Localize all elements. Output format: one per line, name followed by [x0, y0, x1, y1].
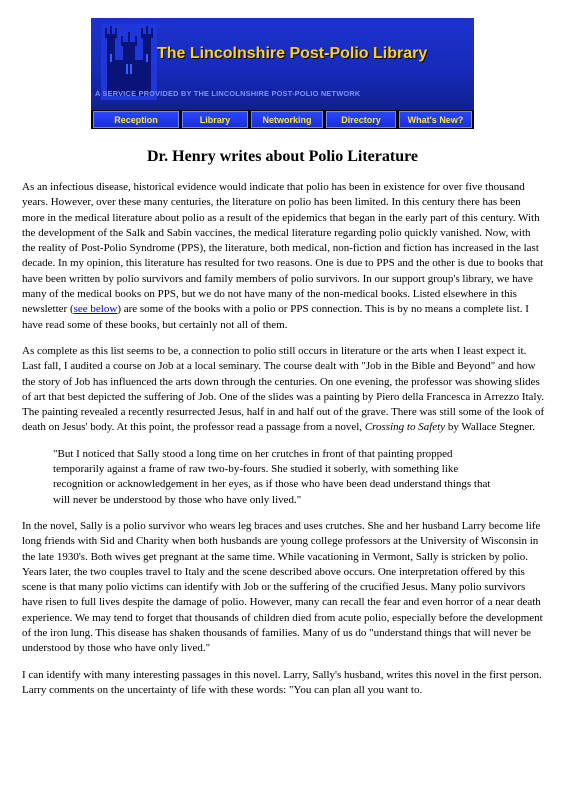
banner-title: The Lincolnshire Post-Polio Library	[157, 45, 428, 62]
paragraph-4: I can identify with many interesting passages in this novel. Larry, Sally's husband, writes this novel in the first person. Larry comments on the uncertainty of life with these words: "You can plan all you want to.	[22, 668, 542, 696]
paragraph-2-text-a: As complete as this list seems to be, a connection to polio still occurs in literature or the arts when I least expect it. Last fall, I audited a course on Job at a local seminary. The course dealt with "Job in the Bible and Beyond" and how the story of Job has influenced the arts down through the centuries. On one evening, the professor was showing slides of art that best depicted the suffering of Job. One of the slides was a painting by Piero della Francesca in Arrezzo Italy. The painting revealed a recently resurrected Jesus, half in and half out of the grave. There was still some of the look of death on Jesus' body. At this point, the professor read a passage from a novel,	[22, 344, 545, 434]
paragraph-1-text-b: ) are some of the books with a polio or PPS connection. This is by no means a complete list. I have read some of these books, but certainly not all of them.	[22, 303, 529, 331]
paragraph-2-text-b: by Wallace Stegner.	[445, 421, 536, 434]
paragraph-1	[22, 180, 545, 333]
article-title: Dr. Henry writes about Polio Literature	[146, 148, 419, 165]
article-body	[22, 180, 545, 709]
banner-subtitle: A SERVICE PROVIDED BY THE LINCOLNSHIRE POST-POLIO NETWORK	[95, 89, 361, 98]
nav-reception[interactable]: Reception	[93, 111, 179, 128]
paragraph-2	[22, 344, 545, 436]
main-nav	[91, 110, 474, 129]
novel-quote: "But I noticed that Sally stood a long time on her crutches in front of that painting propped temporarily against a frame of raw two-by-fours. She studied it soberly, with something like recognition or acknowledgement in her eyes, as if those who have been dead understand things that will never be understood by those who have only lived."	[53, 447, 491, 506]
paragraph-3: In the novel, Sally is a polio survivor who wears leg braces and uses crutches. She and her husband Larry become life long friends with Sid and Charity when both husbands are young college professors at the University of Wisconsin in the late 1930's. Both wives get pregnant at the same time. While vacationing in Vermont, Sally is stricken by polio. Years later, the two couples travel to Italy and the scene described above occurs. One interpretation offered by this scene is that many polio victims can identify with Job or the suffering of the crucified Jesus. Many polio survivors have risen to full lives despite the damage of polio. However, many can recall the fear and even horror of a near death experience. We may tend to forget that thousands of children died from acute polio, especially before the development of the iron lung. This disease has shaken thousands of families. Many of us do "understand things that will never be understood by those who have only lived."	[22, 519, 543, 655]
nav-networking[interactable]: Networking	[251, 111, 323, 128]
nav-library[interactable]: Library	[182, 111, 248, 128]
banner-header	[91, 18, 474, 110]
nav-directory[interactable]: Directory	[326, 111, 396, 128]
nav-whats-new[interactable]: What's New?	[399, 111, 472, 128]
book-title: Crossing to Safety	[364, 421, 446, 434]
see-below-link[interactable]: see below	[73, 303, 118, 316]
paragraph-1-text-a: As an infectious disease, historical evidence would indicate that polio has been in existence for over five thousand years. However, over these many centuries, the literature on polio has been limited. In this century there has been more in the medical literature about polio as a result of the epidemics that began in the early part of this century. With the development of the Salk and Sabin vaccines, the medical literature regarding polio quickly vanished. Now, with the reality of Post-Polio Syndrome (PPS), the literature, both medical, non-fiction and fiction has increased in the last decade. In my opinion, this literature has resulted for two reasons. One is due to PPS and the other is due to books that have been written by polio survivors and family members of polio survivors. In our support group's library, we have many of the medical books on PPS, but we do not have many of the non-medical books. Listed elsewhere in this newsletter (	[22, 181, 544, 316]
library-banner[interactable]	[91, 18, 474, 129]
